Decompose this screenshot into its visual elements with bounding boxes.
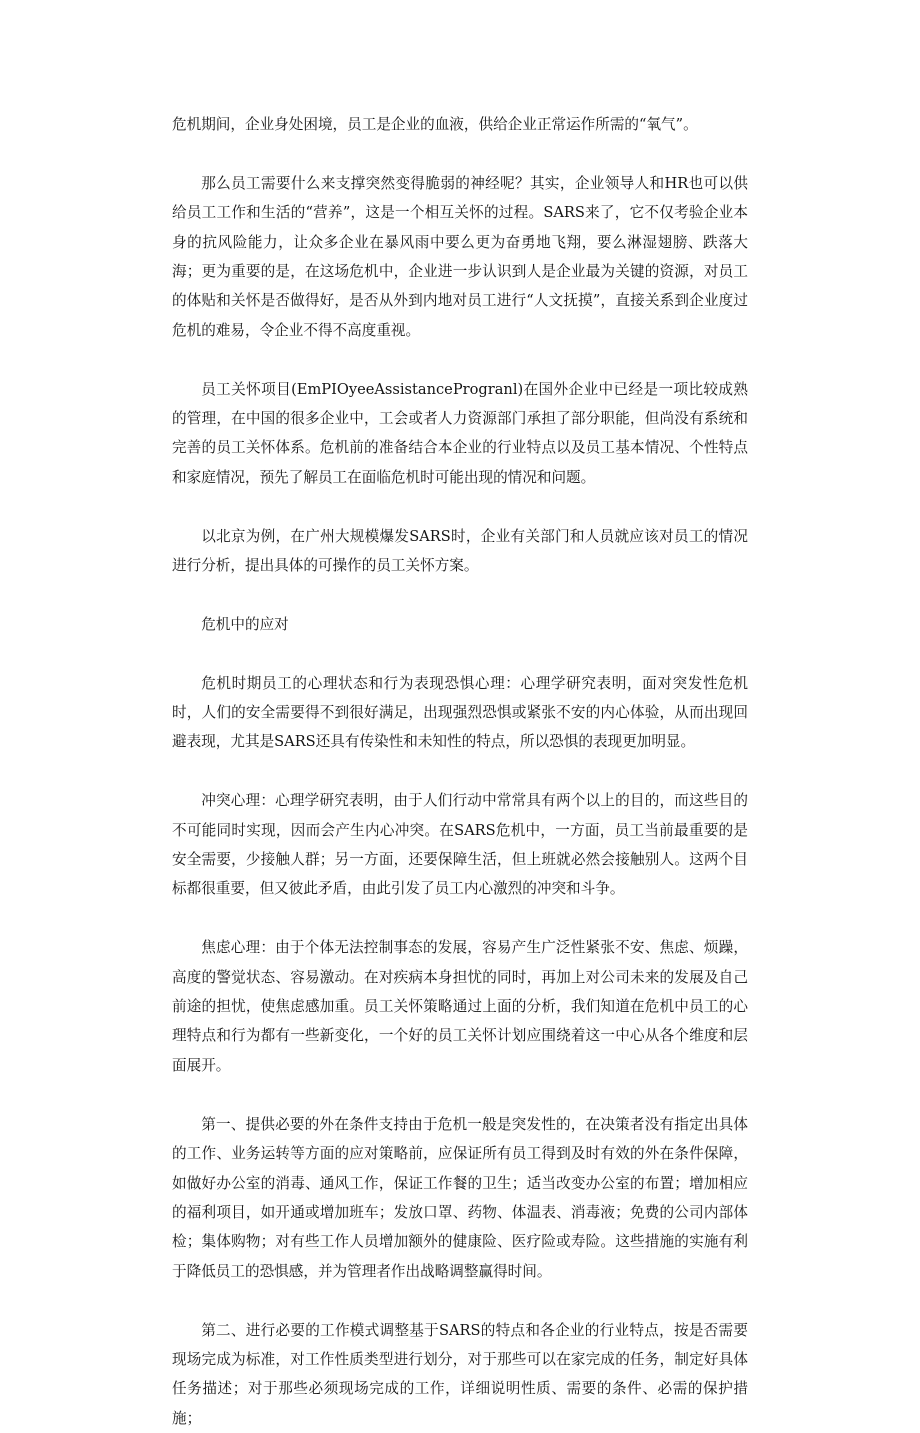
paragraph-anxiety-psychology: 焦虑心理：由于个体无法控制事态的发展，容易产生广泛性紧张不安、焦虑、烦躁，高度的警觉状态、容易激动。在对疾病本身担忧的同时，再加上对公司未来的发展及自己前途的担忧，使焦虑感加重。员工关怀策略通过上面的分析，我们知道在危机中员工的心理特点和行为都有一些新变化，一个好的员工关怀计划应围绕着这一中心从各个维度和层面展开。 [172,939,748,1074]
paragraph-employee-nourishment: 那么员工需要什么来支撑突然变得脆弱的神经呢？其实，企业领导人和HR也可以供给员工工作和生活的“营养”，这是一个相互关怀的过程。SARS来了，它不仅考验企业本身的抗风险能力，让众多企业在暴风雨中要么更为奋勇地飞翔，要么淋湿翅膀、跌落大海；更为重要的是，在这场危机中，企业进一步认识到人是企业最为关键的资源，对员工的体贴和关怀是否做得好，是否从外到内地对员工进行“人文抚摸”，直接关系到企业度过危机的难易，令企业不得不高度重视。 [172,174,748,339]
section-heading-crisis-response: 危机中的应对 [201,615,289,633]
paragraph-eap-overview: 员工关怀项目(EmPIOyeeAssistanceProgranl)在国外企业中已经是一项比较成熟的管理，在中国的很多企业中，工会或者人力资源部门承担了部分职能，但尚没有系统和完善的员工关怀体系。危机前的准备结合本企业的行业特点以及员工基本情况、个性特点和家庭情况，预先了解员工在面临危机时可能出现的情况和问题。 [172,380,748,486]
paragraph-work-mode-adjustment: 第二、进行必要的工作模式调整基于SARS的特点和各企业的行业特点，按是否需要现场完成为标准，对工作性质类型进行划分，对于那些可以在家完成的任务，制定好具体任务描述；对于那些必须现场完成的工作，详细说明性质、需要的条件、必需的保护措施； [172,1321,748,1427]
paragraph-conflict-psychology: 冲突心理：心理学研究表明，由于人们行动中常常具有两个以上的目的，而这些目的不可能同时实现，因而会产生内心冲突。在SARS危机中，一方面，员工当前最重要的是安全需要，少接触人群；另一方面，还要保障生活，但上班就必然会接触别人。这两个目标都很重要，但又彼此矛盾，由此引发了员工内心激烈的冲突和斗争。 [172,792,748,898]
document-body [172,110,748,1433]
paragraph-crisis-intro: 危机期间，企业身处困境，员工是企业的血液，供给企业正常运作所需的“氧气”。 [172,116,698,133]
paragraph-external-support: 第一、提供必要的外在条件支持由于危机一般是突发性的，在决策者没有指定出具体的工作、业务运转等方面的应对策略前，应保证所有员工得到及时有效的外在条件保障，如做好办公室的消毒、通风工作，保证工作餐的卫生；适当改变办公室的布置；增加相应的福利项目，如开通或增加班车；发放口罩、药物、体温表、消毒液；免费的公司内部体检；集体购物；对有些工作人员增加额外的健康险、医疗险或寿险。这些措施的实施有利于降低员工的恐惧感，并为管理者作出战略调整赢得时间。 [172,1115,748,1280]
paragraph-beijing-example: 以北京为例，在广州大规模爆发SARS时，企业有关部门和人员就应该对员工的情况进行分析，提出具体的可操作的员工关怀方案。 [172,527,748,575]
paragraph-fear-psychology: 危机时期员工的心理状态和行为表现恐惧心理：心理学研究表明，面对突发性危机时，人们的安全需要得不到很好满足，出现强烈恐惧或紧张不安的内心体验，从而出现回避表现，尤其是SARS还具有传染性和未知性的特点，所以恐惧的表现更加明显。 [172,674,748,751]
